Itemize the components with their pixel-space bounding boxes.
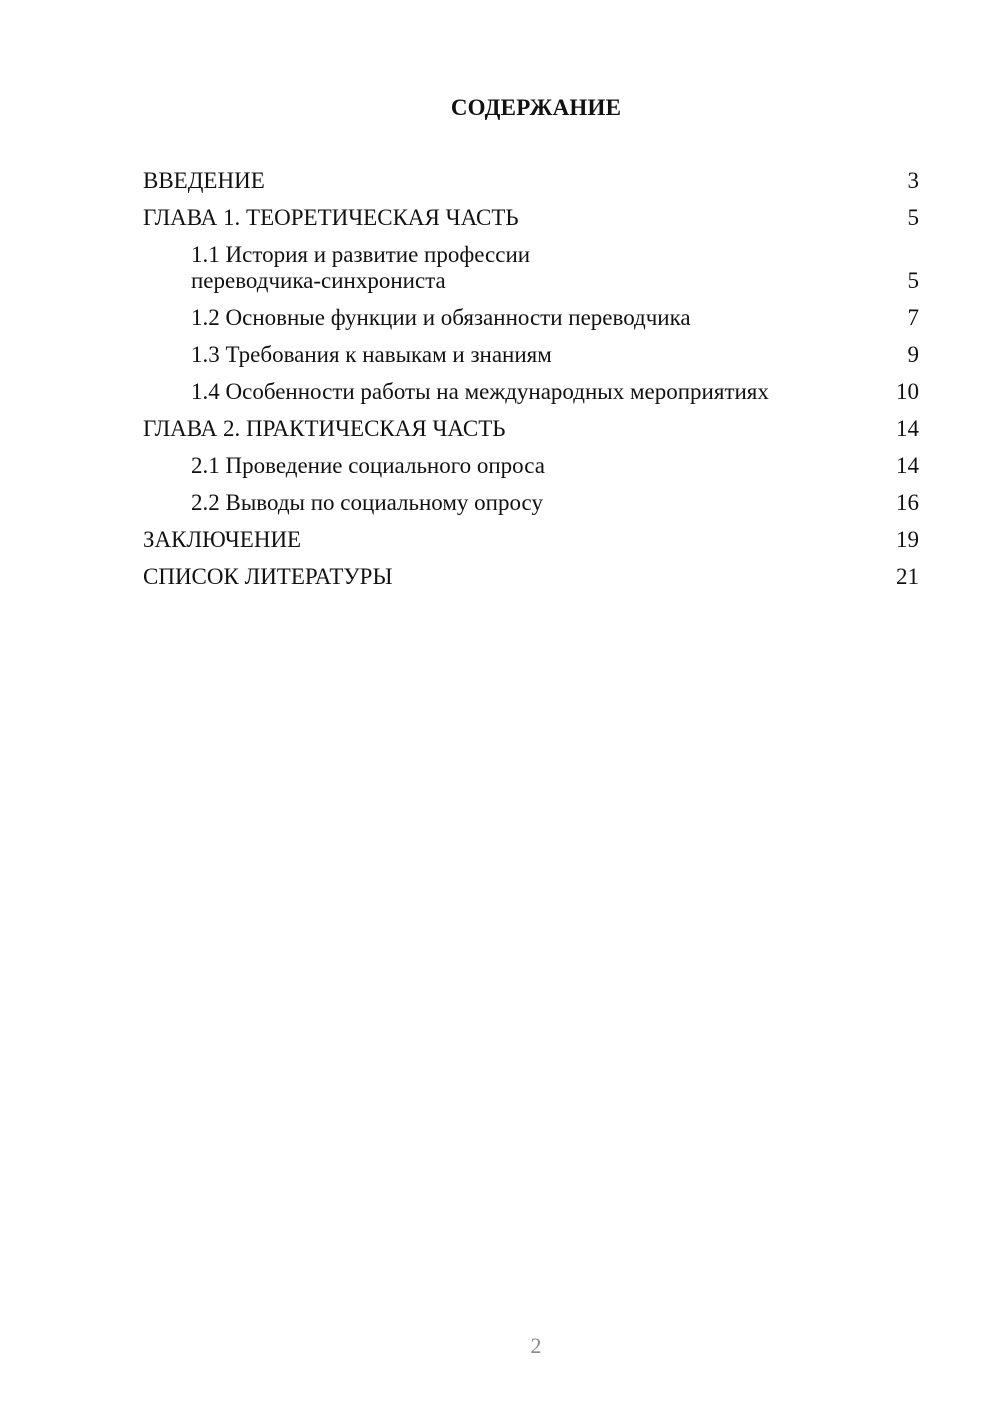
toc-entry-label: 2.1 Проведение социального опроса <box>191 453 545 478</box>
toc-entry-label: 2.2 Выводы по социальному опросу <box>191 490 543 515</box>
toc-entry-chapter-1[interactable] <box>143 205 919 231</box>
toc-entry-references[interactable] <box>143 564 919 590</box>
toc-entry-label: 1.4 Особенности работы на международных мероприятиях <box>191 379 769 404</box>
toc-entry-page: 16 <box>896 490 919 515</box>
toc-entry-label: ГЛАВА 2. ПРАКТИЧЕСКАЯ ЧАСТЬ <box>143 416 506 441</box>
toc-entry-conclusion[interactable] <box>143 527 919 553</box>
toc-entry-page: 3 <box>907 168 919 193</box>
toc-entry-page: 14 <box>896 416 919 441</box>
toc-entry-page: 7 <box>907 305 919 330</box>
toc-entry-label: 1.3 Требования к навыкам и знаниям <box>191 342 552 367</box>
toc-entry-section-2-1[interactable] <box>143 453 919 479</box>
toc-entry-page: 10 <box>896 379 919 404</box>
toc-entry-label: 1.2 Основные функции и обязанности переводчика <box>191 305 691 330</box>
toc-entry-label: 1.1 История и развитие профессии переводчика-синхрониста <box>191 242 531 293</box>
toc-entry-section-1-2[interactable] <box>143 305 919 331</box>
table-of-contents <box>143 168 919 601</box>
toc-entry-page: 5 <box>907 205 919 230</box>
toc-title: СОДЕРЖАНИЕ <box>450 95 622 120</box>
toc-entry-page: 19 <box>896 527 919 552</box>
toc-entry-chapter-2[interactable] <box>143 416 919 442</box>
toc-entry-page: 9 <box>907 342 919 367</box>
page-number: 2 <box>530 1333 542 1358</box>
toc-entry-label: СПИСОК ЛИТЕРАТУРЫ <box>143 564 393 589</box>
toc-entry-label: ЗАКЛЮЧЕНИЕ <box>143 527 302 552</box>
toc-entry-label: ВВЕДЕНИЕ <box>143 168 265 193</box>
toc-entry-section-1-1[interactable] <box>143 242 919 294</box>
toc-entry-page: 21 <box>896 564 919 589</box>
toc-entry-page: 5 <box>907 268 919 293</box>
toc-entry-section-1-3[interactable] <box>143 342 919 368</box>
toc-entry-section-2-2[interactable] <box>143 490 919 516</box>
toc-entry-introduction[interactable] <box>143 168 919 194</box>
toc-entry-label: ГЛАВА 1. ТЕОРЕТИЧЕСКАЯ ЧАСТЬ <box>143 205 519 230</box>
toc-entry-section-1-4[interactable] <box>143 379 919 405</box>
toc-entry-page: 14 <box>896 453 919 478</box>
